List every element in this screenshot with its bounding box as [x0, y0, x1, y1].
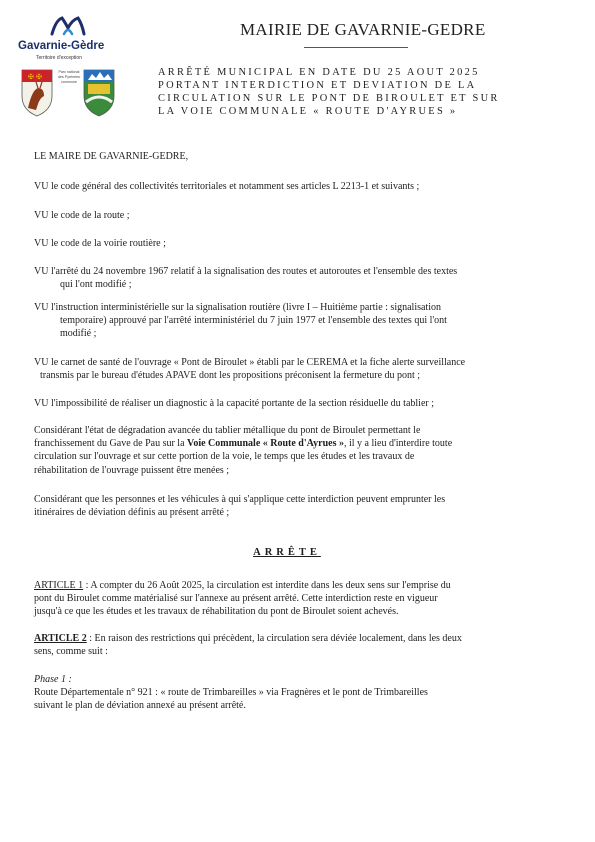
arrete-heading [158, 66, 542, 118]
mairie-title: MAIRIE DE GAVARNIE-GEDRE [240, 20, 486, 39]
heading-line: ARRÊTÉ MUNICIPAL EN DATE DU 25 AOUT 2025 [158, 67, 480, 78]
vu-paragraph: VU l'instruction interministérielle sur la signalisation routière (livre I – Huitième partie : signalisation temporaire) approuvé par l'arrêté interministériel du 7 juin 1977 et l'ensemble des textes qui l'ont modifié ; [34, 302, 447, 340]
voie-communale-highlight: Voie Communale « Route d'Ayrues » [187, 438, 344, 450]
logo-text: Gavarnie-Gèdre [18, 40, 105, 52]
logo-tagline: Territoire d'exception [36, 55, 82, 61]
heading-line: LA VOIE COMMUNALE « ROUTE D'AYRUES » [158, 106, 458, 117]
vu-paragraph: VU le code de la voirie routière ; [34, 238, 166, 249]
phase-label: Phase 1 : [34, 674, 72, 685]
heading-line: PORTANT INTERDICTION ET DEVIATION DE LA [158, 80, 477, 91]
vu-paragraph: VU l'impossibilité de réaliser un diagnostic à la capacité portante de la section résiduelle du tablier ; [34, 398, 434, 409]
heading-line: CIRCULATION SUR LE PONT DE BIROULET ET SUR [158, 93, 500, 104]
maire-line: LE MAIRE DE GAVARNIE-GEDRE, [34, 151, 189, 162]
vu-paragraph: VU l'arrêté du 24 novembre 1967 relatif à la signalisation des routes et autoroutes et l'ensemble des textes qui l'ont modifié ; [34, 266, 458, 291]
svg-text:✠ ✠: ✠ ✠ [28, 73, 42, 81]
article-1-label: ARTICLE 1 [34, 580, 84, 591]
considerant-paragraph: Considérant que les personnes et les véhicules à qui s'applique cette interdiction peuvent emprunter les itinéraires de déviation définis au présent arrêté ; [34, 494, 446, 519]
article-2: ARTICLE 2 : En raison des restrictions qui précèdent, la circulation sera déviée localement, dans les deux sens, comme suit : [34, 633, 462, 658]
considerant-paragraph: Considérant l'état de dégradation avancée du tablier métallique du pont de Biroulet permettant le franchissement du Gave de Pau sur la Voie Communale « Route d'Ayrues », il y a lieu d'interdire toute circulation sur l'ouvrage et sur cette portion de la voie, le temps que les études et les travaux de réhabilitation de l'ouvrage puissent être menées ; [34, 425, 453, 476]
mountain-logo-icon [48, 14, 88, 38]
gavarnie-crest-icon [20, 68, 54, 118]
vu-paragraph: VU le carnet de santé de l'ouvrage « Pont de Biroulet » établi par le CEREMA et la fiche alerte surveillance transmis par le bureau d'études APAVE dont les propositions préconisent la fermeture du pont ; [34, 357, 466, 382]
crest-caption: Parc national des Pyrénées commune [58, 70, 80, 84]
gedre-crest-icon [82, 68, 116, 118]
article-1: ARTICLE 1 : A compter du 26 Août 2025, la circulation est interdite dans les deux sens sur l'emprise du pont du Biroulet comme matérialisé sur l'annexe au présent arrêté. Cette interdiction reste en vigueur jusqu'à ce que les études et les travaux de réhabilitation du pont de Biroulet soient achevés. [34, 580, 451, 618]
vu-paragraph: VU le code général des collectivités territoriales et notamment ses articles L 2213-1 et suivants ; [34, 181, 420, 192]
article-2-label: ARTICLE 2 [34, 633, 87, 644]
vu-paragraph: VU le code de la route ; [34, 210, 130, 221]
phase-1: Phase 1 : Route Départementale n° 921 : « route de Trimbareilles » via Fragnères et le pont de Trimbareilles suivant le plan de déviation annexé au présent arrêté. [34, 673, 540, 713]
arrete-title: ARRÊTE [253, 547, 321, 558]
title-divider [304, 47, 408, 48]
